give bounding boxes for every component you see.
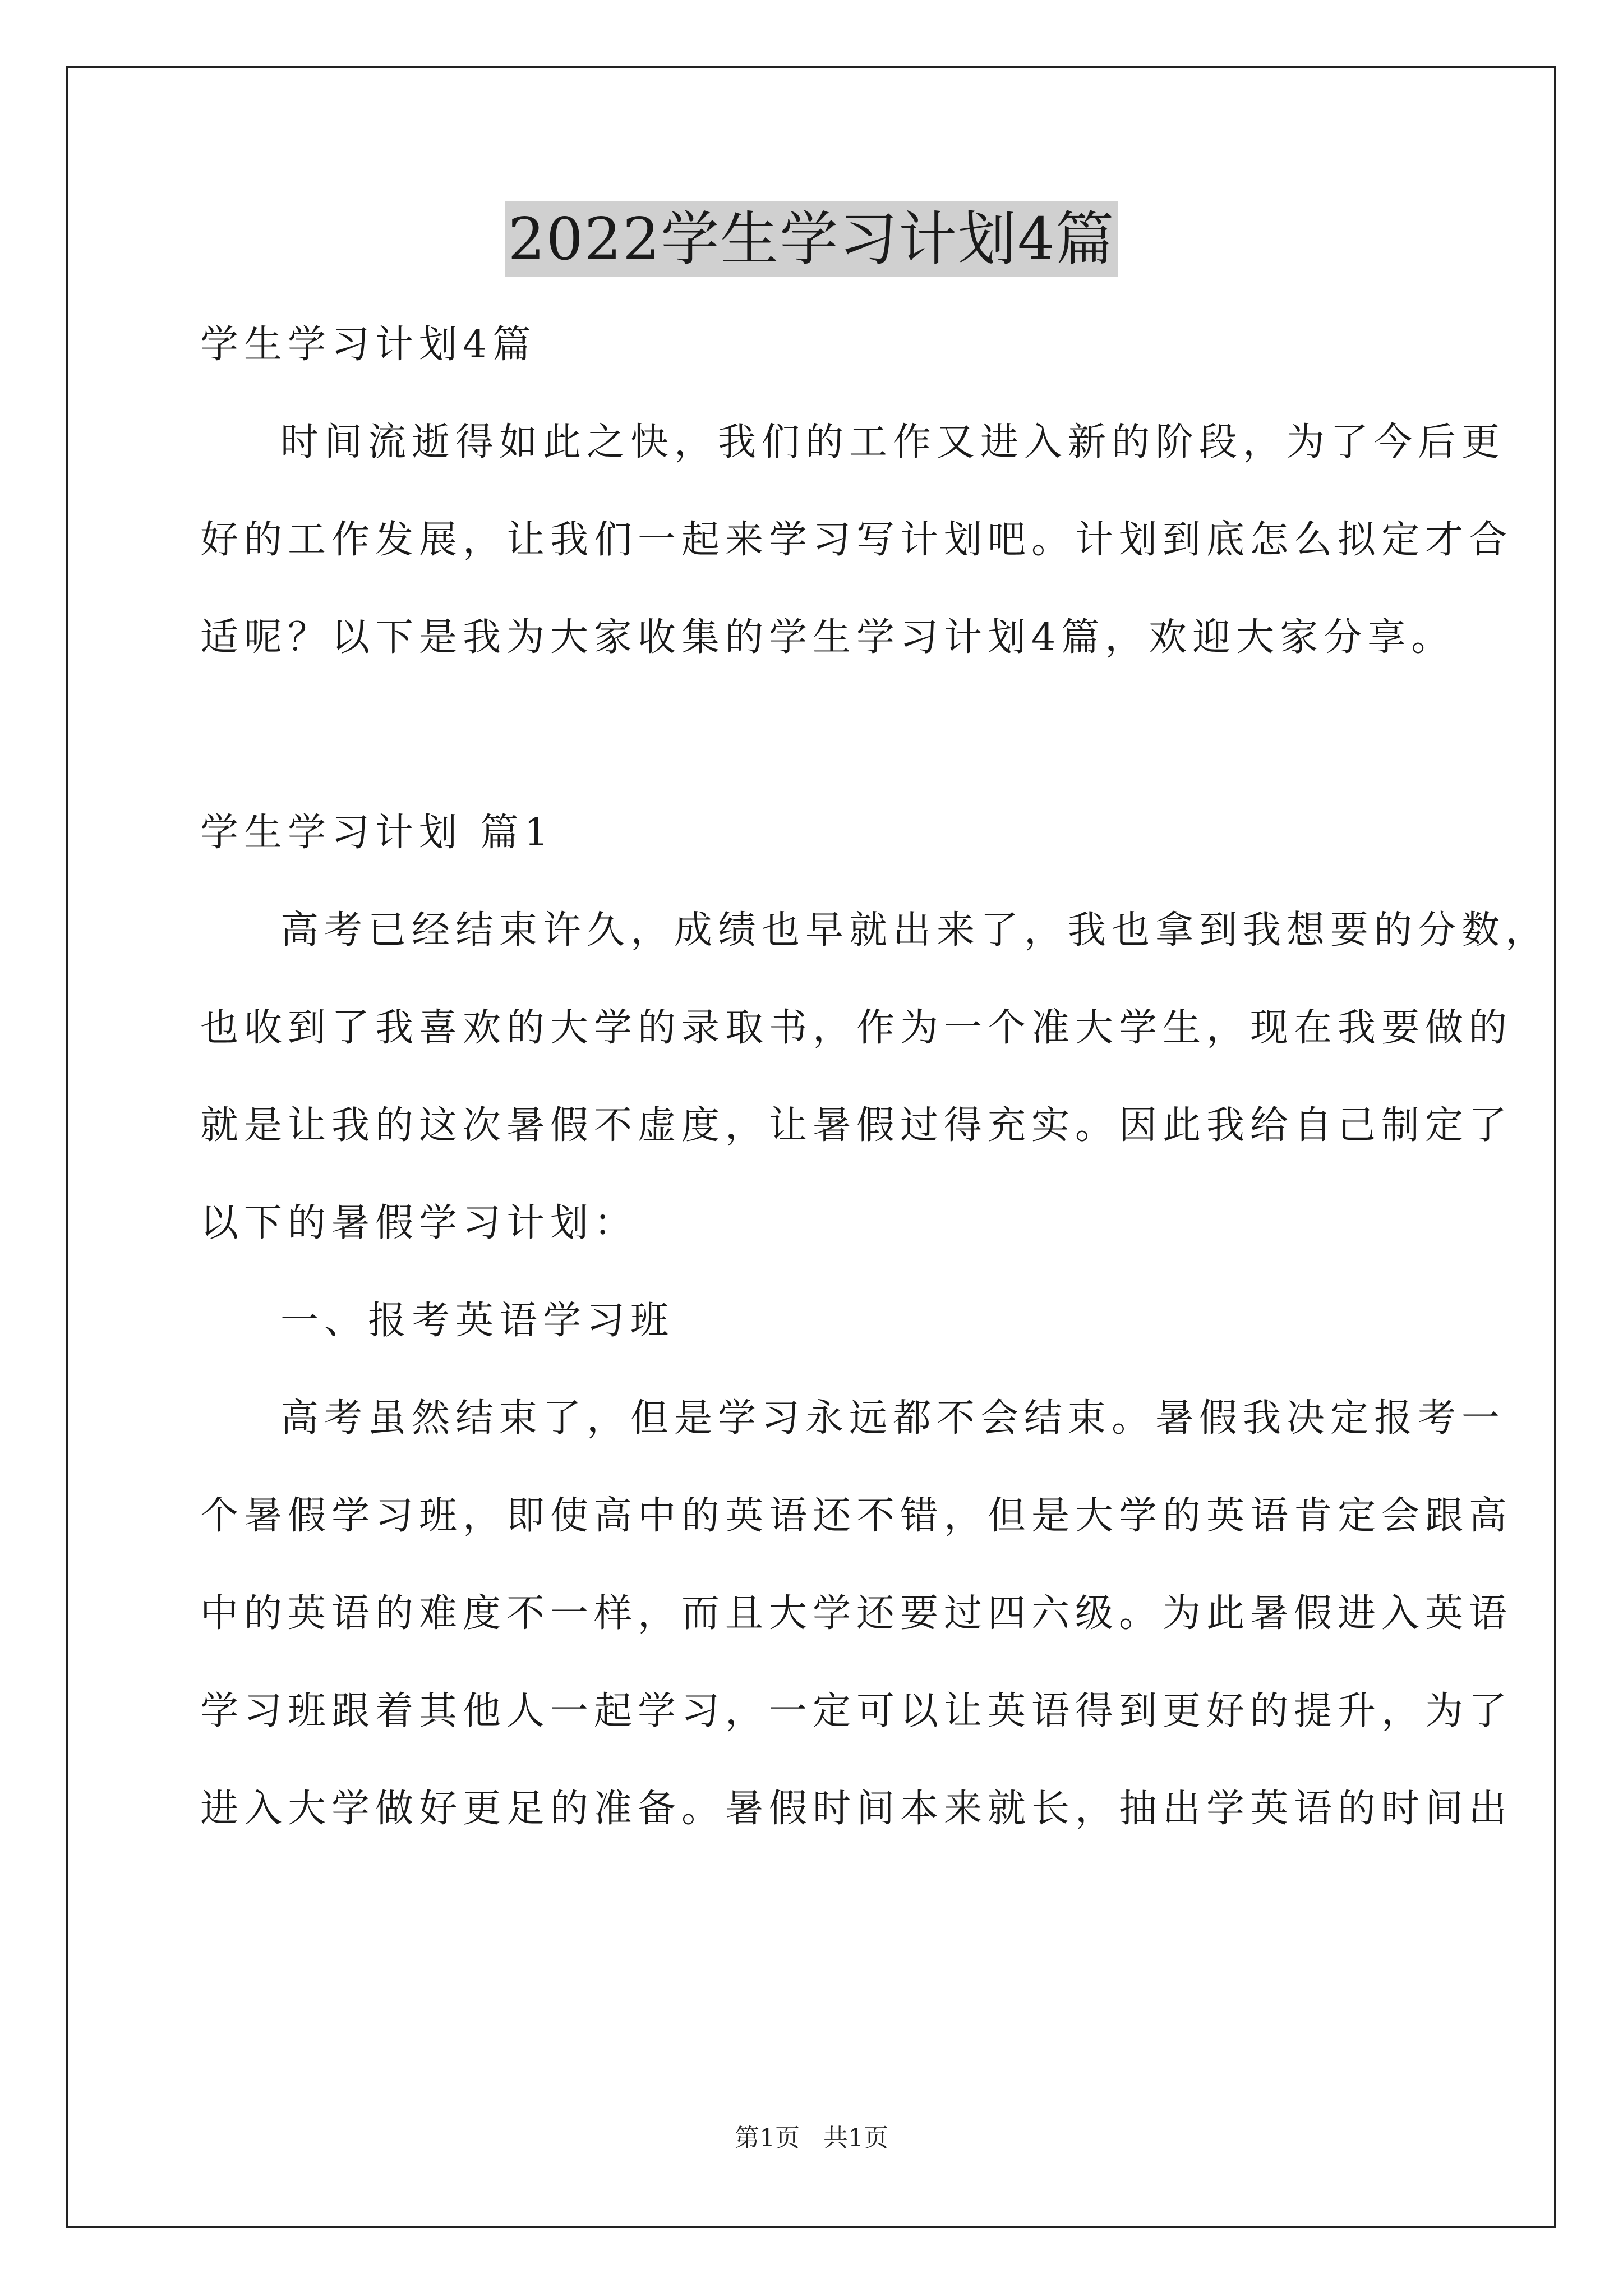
text-line: 一、报考英语学习班 xyxy=(280,1299,675,1343)
text-line: 好的工作发展，让我们一起来学习写计划吧。计划到底怎么拟定才合 xyxy=(200,518,1513,562)
text-line: 时间流逝得如此之快，我们的工作又进入新的阶段，为了今后更 xyxy=(280,420,1506,464)
text-line: 高考虽然结束了，但是学习永远都不会结束。暑假我决定报考一 xyxy=(280,1396,1506,1441)
text-line: 学生学习计划4篇 xyxy=(200,323,537,367)
text-line: 高考已经结束许久，成绩也早就出来了，我也拿到我想要的分数， xyxy=(280,908,1550,953)
page-footer: 第1页 共1页 xyxy=(735,2124,888,2152)
title-container xyxy=(0,201,1623,277)
blank-line xyxy=(200,687,1432,784)
text-line: 进入大学做好更足的准备。暑假时间本来就长，抽出学英语的时间出 xyxy=(200,1787,1513,1831)
text-line: 就是让我的这次暑假不虚度，让暑假过得充实。因此我给自己制定了 xyxy=(200,1103,1513,1148)
text-line: 学生学习计划 篇1 xyxy=(200,811,554,855)
text-line: 个暑假学习班，即使高中的英语还不错，但是大学的英语肯定会跟高 xyxy=(200,1494,1513,1538)
text-line: 适呢？以下是我为大家收集的学生学习计划4篇，欢迎大家分享。 xyxy=(200,615,1455,660)
document-title: 2022学生学习计划4篇 xyxy=(505,201,1119,277)
text-line: 中的英语的难度不一样，而且大学还要过四六级。为此暑假进入英语 xyxy=(200,1591,1513,1636)
text-line: 学习班跟着其他人一起学习，一定可以让英语得到更好的提升，为了 xyxy=(200,1689,1513,1733)
document-body xyxy=(200,296,1550,1858)
text-line: 也收到了我喜欢的大学的录取书，作为一个准大学生，现在我要做的 xyxy=(200,1006,1513,1050)
text-line: 以下的暑假学习计划： xyxy=(200,1201,638,1245)
